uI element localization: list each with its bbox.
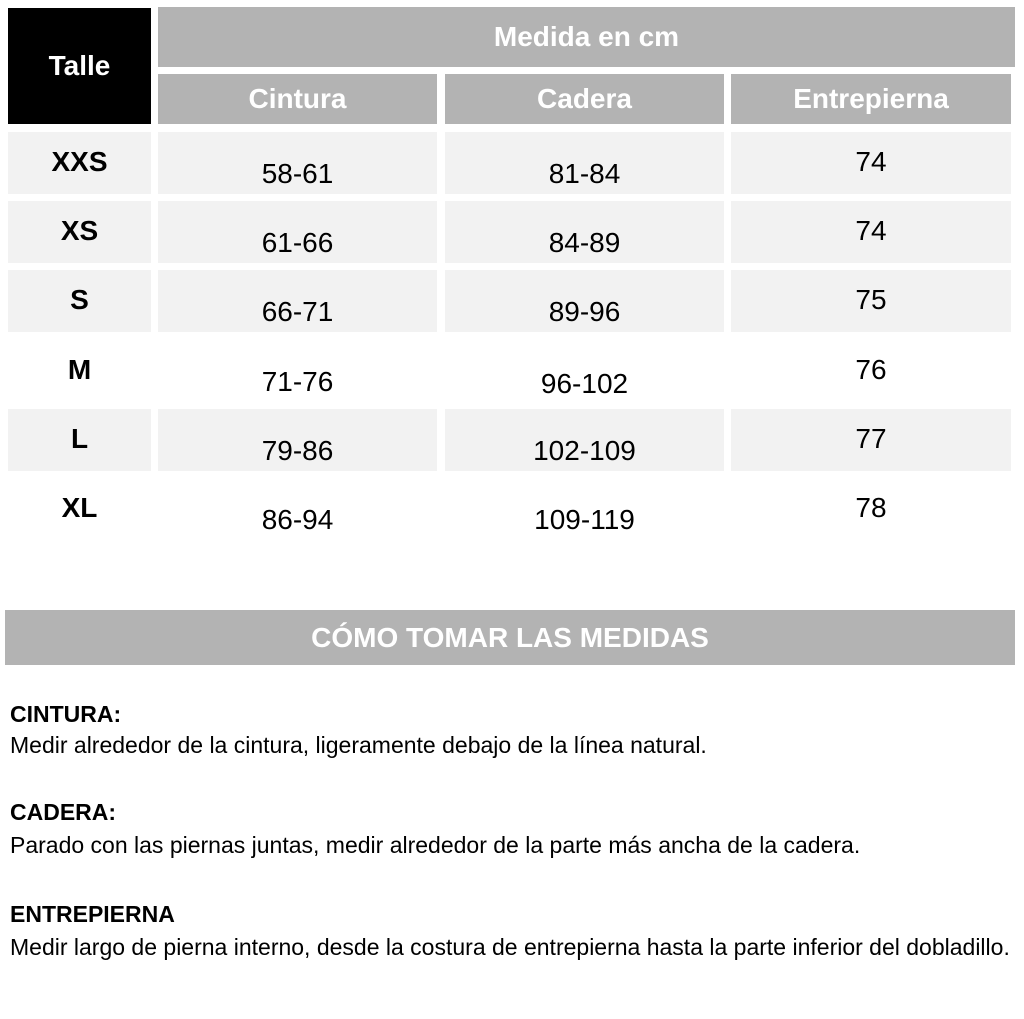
size-label: XXS: [51, 146, 108, 177]
cintura-cell: [158, 340, 437, 402]
cadera-value: 89-96: [548, 296, 621, 327]
measure-header-label: Medida en cm: [493, 21, 680, 52]
entrepierna-section-title: ENTREPIERNA: [10, 901, 175, 927]
cintura-section-body: Medir alrededor de la cintura, ligeramente debajo de la línea natural.: [10, 732, 707, 758]
entrepierna-cell: [731, 478, 1011, 540]
size-label: XS: [60, 215, 99, 246]
column-header-label: Cadera: [537, 83, 632, 114]
cintura-section-title: CINTURA:: [10, 701, 122, 727]
cadera-cell: [445, 478, 724, 540]
entrepierna-value: 74: [855, 215, 887, 246]
cadera-cell: [445, 340, 724, 402]
entrepierna-cell: [731, 132, 1011, 194]
entrepierna-cell: [731, 270, 1011, 332]
cadera-section-body: Parado con las piernas juntas, medir alrededor de la parte más ancha de la cadera.: [10, 832, 861, 858]
entrepierna-value: 75: [855, 284, 887, 315]
size-cell: [8, 132, 151, 194]
cintura-value: 66-71: [261, 296, 334, 327]
cintura-cell: [158, 270, 437, 332]
cintura-value: 61-66: [261, 227, 334, 258]
cintura-cell: [158, 478, 437, 540]
entrepierna-value: 78: [855, 492, 887, 523]
size-cell: [8, 201, 151, 263]
cintura-value: 58-61: [261, 158, 334, 189]
size-cell: [8, 478, 151, 540]
column-header-label: Entrepierna: [793, 83, 949, 114]
column-header-cintura: [158, 74, 437, 124]
cintura-cell: [158, 409, 437, 471]
entrepierna-value: 77: [855, 423, 887, 454]
entrepierna-cell: [731, 340, 1011, 402]
cadera-value: 84-89: [548, 227, 621, 258]
cintura-value: 71-76: [261, 366, 334, 397]
entrepierna-cell: [731, 201, 1011, 263]
talle-header-label: Talle: [48, 50, 111, 81]
measure-header: [158, 7, 1015, 67]
cintura-value: 86-94: [261, 504, 334, 535]
size-label: M: [67, 354, 92, 385]
how-to-measure-title: CÓMO TOMAR LAS MEDIDAS: [311, 621, 709, 653]
size-label: S: [70, 284, 89, 315]
talle-header: [8, 8, 151, 124]
cintura-cell: [158, 132, 437, 194]
size-label: XL: [61, 492, 98, 523]
entrepierna-cell: [731, 409, 1011, 471]
size-cell: [8, 270, 151, 332]
how-to-measure-banner: [5, 610, 1015, 665]
column-header-cadera: [445, 74, 724, 124]
entrepierna-value: 76: [855, 354, 887, 385]
column-header-entrepierna: [731, 74, 1011, 124]
size-cell: [8, 340, 151, 402]
size-cell: [8, 409, 151, 471]
entrepierna-value: 74: [855, 146, 887, 177]
cadera-section-title: CADERA:: [10, 799, 117, 825]
cadera-cell: [445, 270, 724, 332]
cadera-value: 109-119: [534, 504, 635, 535]
cintura-value: 79-86: [261, 435, 334, 466]
cadera-value: 102-109: [533, 435, 636, 466]
entrepierna-section-body: Medir largo de pierna interno, desde la costura de entrepierna hasta la parte inferior del dobladillo.: [10, 934, 1010, 960]
cadera-value: 96-102: [540, 368, 629, 399]
size-label: L: [70, 423, 89, 454]
cadera-cell: [445, 409, 724, 471]
cadera-value: 81-84: [548, 158, 621, 189]
cadera-cell: [445, 201, 724, 263]
cintura-cell: [158, 201, 437, 263]
column-header-label: Cintura: [248, 83, 347, 114]
cadera-cell: [445, 132, 724, 194]
